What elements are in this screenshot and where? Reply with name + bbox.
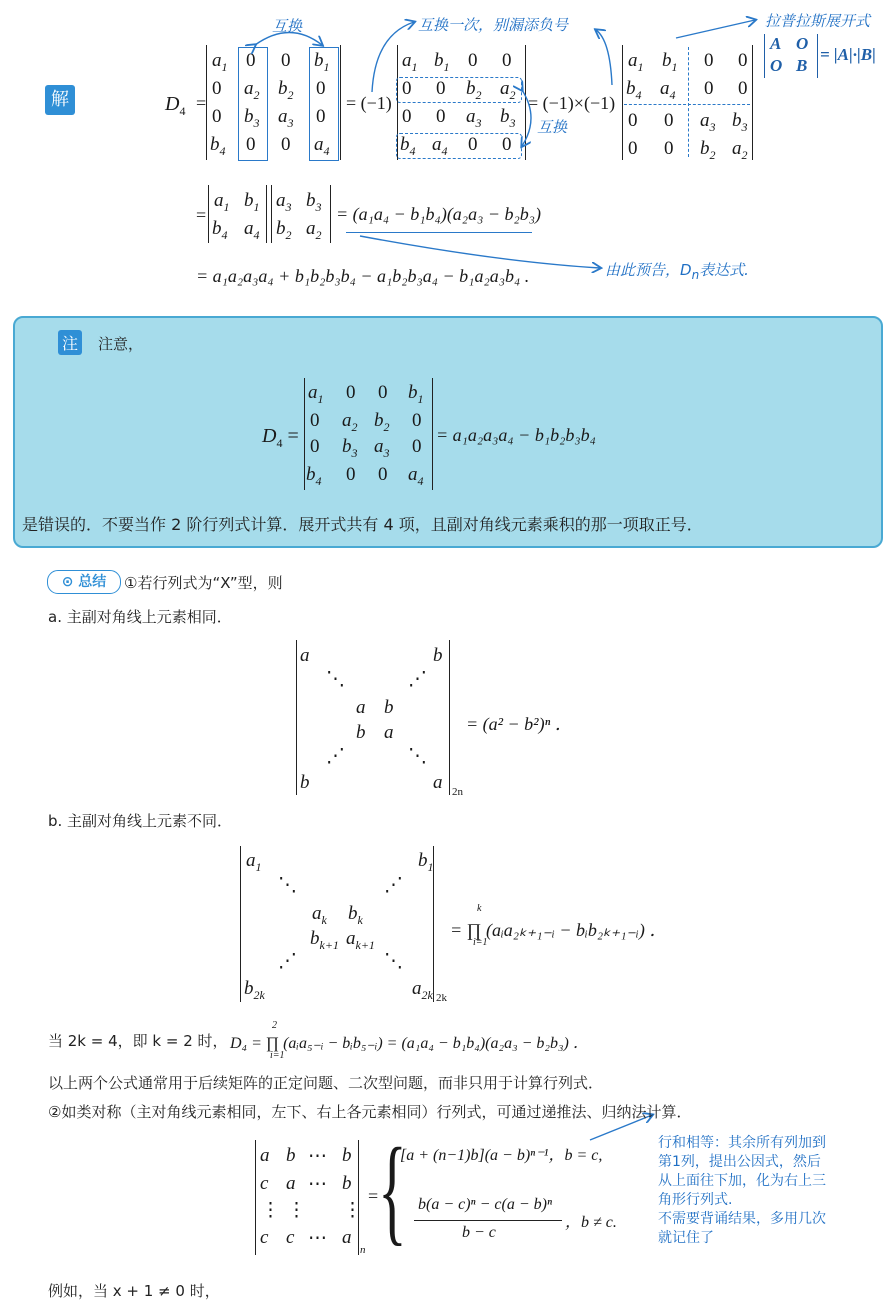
swap-label-top-right: 互换一次，别漏添负号 — [418, 16, 569, 34]
note-intro: 注意， — [98, 335, 144, 353]
eq1-neg1: = (−1) — [346, 93, 392, 113]
note-rhs: = a₁a₂a₃a₄ − b₁b₂b₃b₄ — [436, 425, 596, 445]
summary-b-title: b. 主副对角线上元素不同． — [48, 812, 233, 830]
when-prod-bottom: i=1 — [270, 1050, 285, 1061]
prediction-label: 由此预告，$D_n$表达式. — [605, 261, 749, 282]
tag-icon: ⊙ — [61, 574, 79, 590]
summary-a-title: a. 主副对角线上元素相同． — [48, 608, 232, 626]
swap-label-top: 互换 — [272, 17, 303, 35]
prod-bottom-i: i=1 — [473, 937, 488, 948]
when-formula: D₄ = ∏ (aᵢa₅₋ᵢ − bᵢb₅₋ᵢ) = (a₁a₄ − b₁b₄)(a₂a₃ − b₂b₃) ． — [230, 1035, 589, 1052]
solution-badge: 解 — [45, 85, 75, 115]
eq3: = a₁a₂a₃a₄ + b₁b₂b₃b₄ − a₁b₂b₃a₄ − b₁a₂a₃b₄ . — [196, 266, 530, 286]
eq1-lhs: $D_4$ — [165, 93, 186, 118]
x-det-diff-result: = ∏ (aᵢa₂ₖ₊₁₋ᵢ − bᵢb₂ₖ₊₁₋ᵢ) ． — [450, 920, 668, 940]
case2-num: b(a − c)ⁿ − c(a − b)ⁿ — [418, 1196, 552, 1213]
prod-top-k: k — [477, 903, 482, 914]
when-prod-top: 2 — [272, 1020, 277, 1031]
case1: [a + (n−1)b](a − b)ⁿ⁻¹，b = c, — [400, 1147, 603, 1164]
when-text: 当 2k = 4，即 k = 2 时， — [48, 1032, 228, 1050]
case2-den: b − c — [462, 1224, 496, 1241]
eq1-neg2: = (−1)×(−1) — [528, 93, 616, 113]
note-lhs: $D_4$ = — [262, 425, 299, 450]
summary-tag: ⊙ 总结 — [47, 570, 121, 594]
note-tag: 注 — [58, 330, 82, 355]
summary-line1: ①若行列式为“X”型，则 — [124, 574, 283, 592]
laplace-label: 拉普拉斯展开式 — [765, 12, 871, 30]
note-conclusion: 是错误的．不要当作 2 阶行列式计算．展开式共有 4 项，且副对角线元素乘积的那一项取正号． — [22, 515, 703, 534]
usage-text: 以上两个公式通常用于后续矩阵的正定问题、二次型问题，而非只用于计算行列式． — [48, 1074, 604, 1092]
eq1-equals: = — [196, 93, 207, 113]
eq2-eq: = — [196, 205, 207, 225]
x-det-same-result: = (a² − b²)ⁿ ． — [466, 714, 573, 734]
hand-note: 行和相等：其余所有列加到 第1列，提出公因式，然后 从上面往下加，化为右上三 角形行列式. 不需要背诵结果，多用几次 就记住了 — [658, 1135, 826, 1246]
example-text: 例如，当 x + 1 ≠ 0 时， — [48, 1282, 220, 1300]
case2-cond: ，b ≠ c. — [565, 1214, 617, 1231]
summary-line2: ②如类对称（主对角线元素相同，左下、右上各元素相同）行列式，可通过递推法、归纳法计算． — [48, 1103, 692, 1121]
brace: { — [378, 1123, 407, 1256]
swap-label-mid: 互换 — [537, 118, 568, 136]
eq2-rhs: = (a₁a₄ − b₁b₄)(a₂a₃ − b₂b₃) — [336, 204, 541, 224]
sym-eq: = — [368, 1186, 379, 1206]
